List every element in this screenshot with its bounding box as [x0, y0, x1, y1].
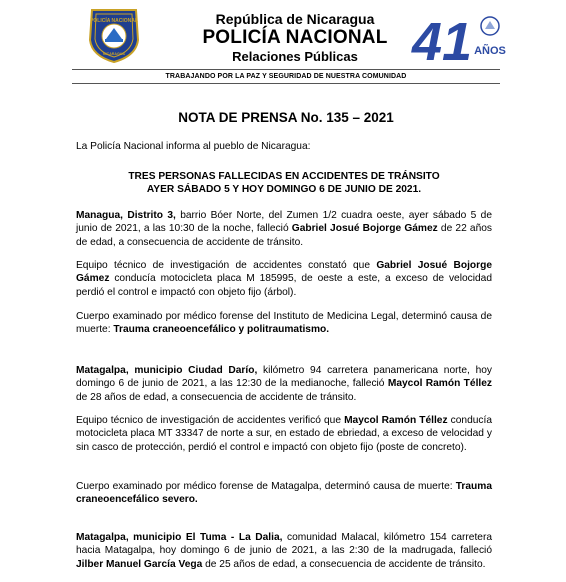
press-release-title: NOTA DE PRENSA No. 135 – 2021: [178, 110, 394, 125]
badge-bottom-text: NICARAGUA: [103, 52, 125, 56]
p3-text-a: Cuerpo examinado por médico forense del Instituto de Medicina Legal, determinó causa de muerte:: [76, 311, 492, 336]
paragraph-6: [76, 480, 492, 507]
p5-text-b: conducía motocicleta placa MT 33347 de norte a sur, en estado de ebriedad, a exceso de velocidad y sin casco de protección, perdió el control e impactó con objeto fijo (poste de concreto).: [76, 415, 492, 453]
p7-text-b: de 25 años de edad, a consecuencia de accidente de tránsito.: [202, 558, 486, 570]
header-text-block: [150, 11, 440, 64]
paragraph-2: [76, 259, 492, 299]
p3-cause: Trauma craneoencefálico y politraumatismo.: [113, 324, 330, 336]
p4-text-a: kilómetro 94 carretera panamericana norte, hoy domingo 6 de junio de 2021, a las 12:30 de la medianoche, falleció: [76, 365, 492, 390]
headline-line-1: TRES PERSONAS FALLECIDAS EN ACCIDENTES DE TRÁNSITO: [128, 171, 440, 182]
headline: [76, 170, 492, 196]
paragraph-7: [76, 531, 492, 571]
p2-text-b: conducía motocicleta placa M 185995, de oeste a este, a exceso de velocidad perdió el control e impactó con objeto fijo (árbol).: [76, 273, 492, 298]
country-name: República de Nicaragua: [215, 11, 375, 27]
header-rule-bottom: [72, 83, 500, 84]
police-badge-logo: [86, 6, 142, 64]
paragraph-4: [76, 364, 492, 404]
header-rule-top: [72, 69, 500, 70]
institution-name: POLICÍA NACIONAL: [202, 27, 388, 48]
p1-place: Managua, Distrito 3,: [76, 210, 176, 221]
paragraph-1: [76, 209, 492, 249]
p7-text-a: comunidad Malacal, kilómetro 154 carretera hacia Matagalpa, hoy domingo 6 de junio de 2021, a las 2:30 de la madrugada, falleció: [76, 532, 492, 557]
anniversary-number: 41: [412, 12, 473, 64]
p1-text-a: barrio Bóer Norte, del Zumen 1/2 cuadra oeste, ayer sábado 5 de junio de 2021, a las 10:30 de la noche, falleció: [76, 210, 492, 235]
p2-text-a: Equipo técnico de investigación de accidentes constató que: [76, 260, 377, 271]
p4-place: Matagalpa, municipio Ciudad Darío,: [76, 365, 258, 376]
paragraph-3: [76, 310, 492, 337]
p4-text-b: de 28 años de edad, a consecuencia de accidente de tránsito.: [76, 391, 357, 403]
p7-name: Jilber Manuel García Vega: [76, 558, 203, 570]
p7-place: Matagalpa, municipio El Tuma - La Dalia,: [76, 532, 283, 543]
p6-text-a: Cuerpo examinado por médico forense de Matagalpa, determinó causa de muerte:: [76, 481, 456, 492]
badge-text: POLICÍA NACIONAL: [90, 18, 138, 24]
anniversary-logo: [410, 12, 510, 64]
p1-name: Gabriel Josué Bojorge Gámez: [291, 223, 438, 235]
anniversary-label: AÑOS: [474, 45, 506, 57]
department-name: Relaciones Públicas: [232, 49, 358, 64]
p5-name: Maycol Ramón Téllez: [344, 415, 448, 426]
intro-line: La Policía Nacional informa al pueblo de Nicaragua:: [76, 141, 311, 152]
p1-text-b: de 22 años de edad, a consecuencia de accidente de tránsito.: [76, 223, 492, 248]
p2-name: Gabriel Josué Bojorge Gámez: [76, 260, 492, 285]
p4-name: Maycol Ramón Téllez: [387, 378, 492, 390]
headline-line-2: AYER SÁBADO 5 Y HOY DOMINGO 6 DE JUNIO DE 2021.: [146, 184, 422, 195]
p6-cause: Trauma craneoencefálico severo.: [76, 481, 492, 506]
slogan: TRABAJANDO POR LA PAZ Y SEGURIDAD DE NUESTRA COMUNIDAD: [165, 73, 407, 80]
p5-text-a: Equipo técnico de investigación de accidentes verificó que: [76, 415, 345, 426]
paragraph-5: [76, 414, 492, 454]
